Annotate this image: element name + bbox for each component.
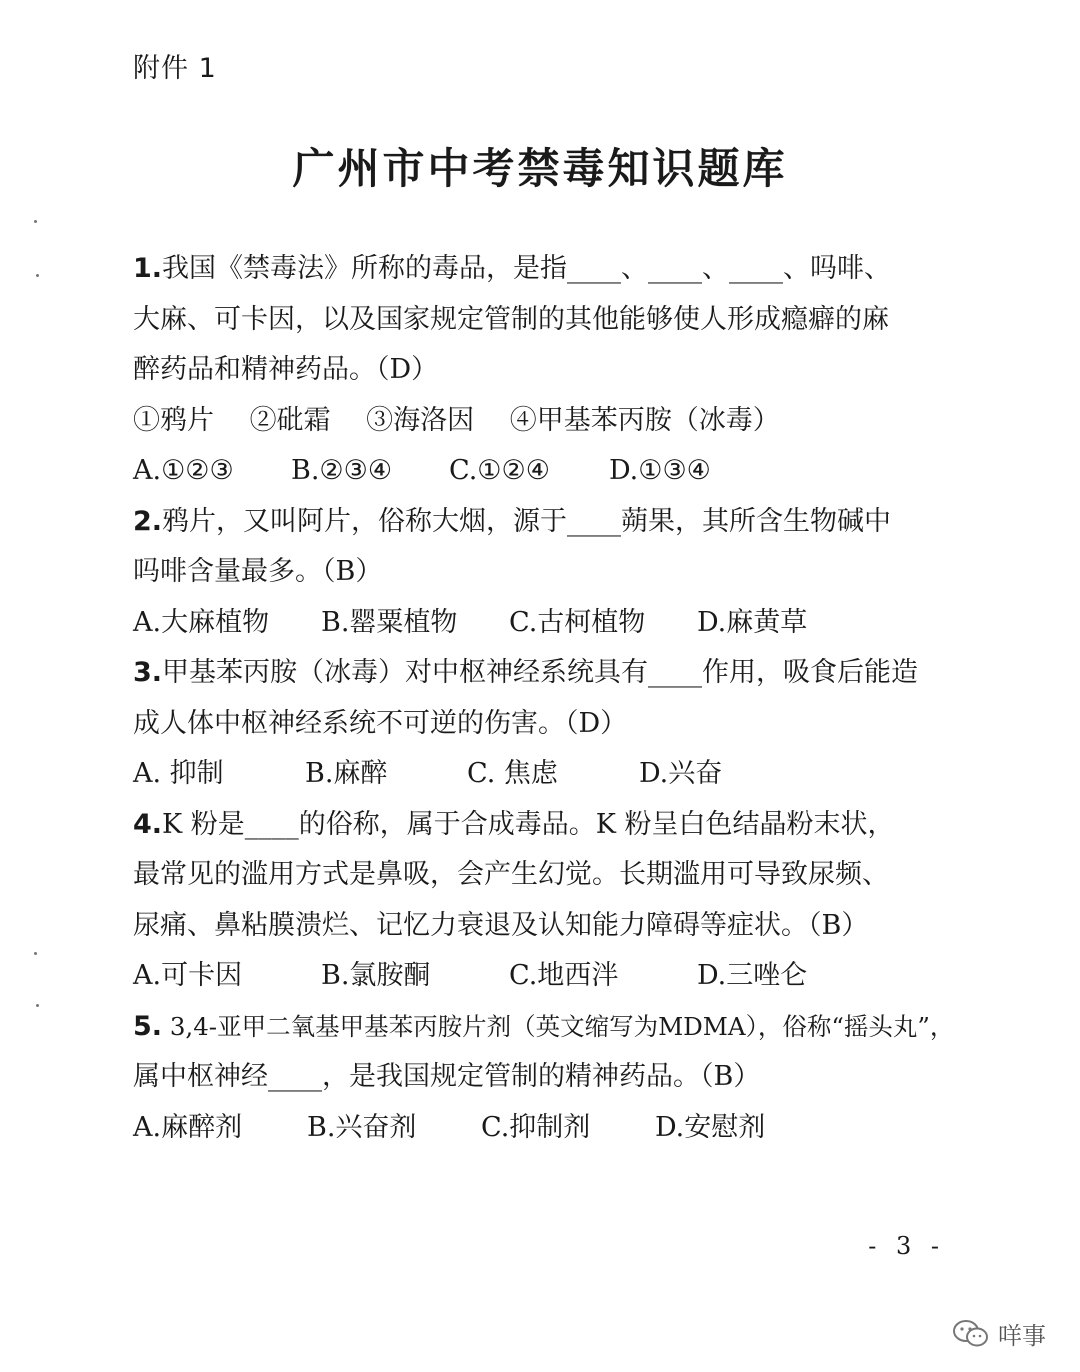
question-4-options: [133, 951, 951, 1002]
watermark: [952, 1316, 1046, 1351]
question-1-line-3: 醉药品和精神药品。（D）: [133, 354, 439, 385]
page-title: 广州市中考禁毒知识题库: [292, 144, 788, 193]
question-1-choices: ①鸦片 ②砒霜 ③海洛因 ④甲基苯丙胺（冰毒）: [133, 404, 780, 436]
scan-mark: [34, 952, 37, 955]
option-b: B.②③④: [291, 455, 393, 486]
question-5-options: [133, 1103, 951, 1154]
scan-mark: [34, 220, 37, 223]
question-number: 5.: [133, 1010, 163, 1042]
question-text: 甲基苯丙胺（冰毒）对中枢神经系统具有____作用，吸食后能造: [162, 657, 919, 688]
question-2-line-1: [133, 497, 951, 548]
scan-mark: [36, 274, 39, 277]
option-d: D.麻黄草: [697, 606, 808, 638]
option-c: C.①②④: [449, 455, 550, 486]
question-1-line-1: [133, 244, 951, 295]
question-5-line-2: 属中枢神经____，是我国规定管制的精神药品。（B）: [133, 1061, 761, 1092]
question-4-line-1: [133, 800, 951, 851]
question-3-line-1: [133, 648, 951, 699]
question-text: 鸦片，又叫阿片，俗称大烟，源于____蒴果，其所含生物碱中: [162, 505, 892, 537]
question-5-line-1: [133, 1002, 955, 1053]
page-number: - 3 -: [868, 1232, 945, 1260]
question-number: 4.: [133, 808, 163, 840]
option-d: D.三唑仑: [697, 960, 808, 991]
option-c: C. 焦虑: [467, 758, 558, 789]
option-a: A.①②③: [133, 455, 234, 486]
question-number: 2.: [133, 505, 163, 537]
option-a: A. 抑制: [133, 758, 224, 789]
option-c: C.古柯植物: [509, 606, 646, 638]
question-number: 1.: [133, 253, 163, 284]
question-3-line-2: 成人体中枢神经系统不可逆的伤害。（D）: [133, 707, 628, 739]
watermark-text: 咩事: [998, 1322, 1046, 1350]
option-d: D.兴奋: [639, 758, 723, 789]
question-4-line-3: 尿痛、鼻粘膜溃烂、记忆力衰退及认知能力障碍等症状。（B）: [133, 909, 869, 941]
attachment-label: 附件 1: [133, 53, 217, 84]
scan-mark: [36, 1004, 39, 1007]
option-d: D.①③④: [609, 455, 711, 486]
option-a: A.大麻植物: [133, 606, 270, 638]
option-c: C.地西泮: [509, 960, 619, 991]
question-2-options: [133, 598, 951, 649]
option-d: D.安慰剂: [655, 1111, 766, 1143]
option-a: A.可卡因: [133, 960, 243, 991]
question-2-line-2: 吗啡含量最多。（B）: [133, 556, 383, 587]
question-text: 我国《禁毒法》所称的毒品，是指____、____、____、吗啡、: [162, 253, 892, 284]
question-text: 3,4-亚甲二氧基甲基苯丙胺片剂（英文缩写为MDMA），俗称“摇头丸”，: [162, 1011, 955, 1041]
option-b: B.氯胺酮: [321, 960, 431, 991]
option-b: B.麻醉: [305, 758, 388, 789]
option-b: B.兴奋剂: [307, 1111, 417, 1143]
question-1-line-2: 大麻、可卡因，以及国家规定管制的其他能够使人形成瘾癖的麻: [133, 303, 889, 335]
question-4-line-2: 最常见的滥用方式是鼻吸，会产生幻觉。长期滥用可导致尿频、: [133, 859, 889, 890]
question-text: K 粉是____的俗称，属于合成毒品。K 粉呈白色结晶粉末状，: [162, 808, 895, 840]
option-c: C.抑制剂: [481, 1111, 591, 1143]
question-list: [133, 244, 955, 1153]
question-3-options: [133, 749, 951, 800]
wechat-icon: [952, 1318, 990, 1350]
question-1-options: [133, 446, 951, 497]
option-a: A.麻醉剂: [133, 1111, 243, 1143]
option-b: B.罂粟植物: [321, 606, 458, 638]
question-number: 3.: [133, 657, 163, 688]
